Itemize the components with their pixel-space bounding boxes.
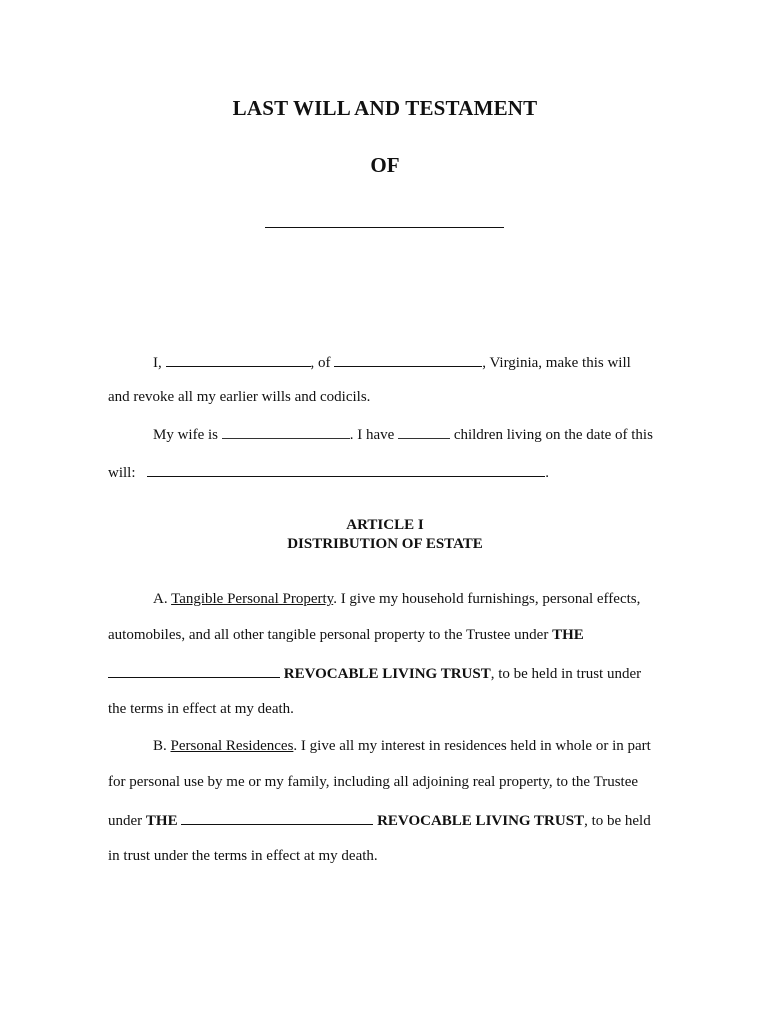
testator-name-blank[interactable] bbox=[265, 227, 504, 228]
intro-line-3 bbox=[108, 425, 713, 444]
section-a-line-2 bbox=[108, 626, 668, 644]
will-label: will: bbox=[108, 465, 136, 481]
section-b-trust-name-field[interactable] bbox=[181, 810, 373, 825]
section-b-title: Personal Residences bbox=[170, 738, 294, 754]
city-field[interactable] bbox=[334, 352, 482, 367]
intro-line-4 bbox=[108, 462, 668, 482]
intro-of: , of bbox=[310, 355, 331, 371]
children-label: children living on the date of this bbox=[453, 427, 653, 443]
section-a-label: A. bbox=[153, 591, 168, 607]
will-end: . bbox=[545, 465, 550, 481]
section-b-line-4: in trust under the terms in effect at my death. bbox=[108, 848, 378, 864]
section-b-line-2: for personal use by me or my family, including all adjoining real property, to the Trustee bbox=[108, 774, 639, 790]
section-a-text-3: , to be held in trust under bbox=[490, 666, 642, 682]
section-a-text-2: automobiles, and all other tangible personal property to the Trustee under bbox=[108, 627, 549, 643]
section-a-line-1 bbox=[108, 590, 713, 608]
wife-name-field[interactable] bbox=[222, 425, 350, 439]
intro-line-1 bbox=[108, 352, 713, 372]
children-names-field[interactable] bbox=[147, 462, 545, 477]
document-of: OF bbox=[370, 153, 400, 177]
article-heading: DISTRIBUTION OF ESTATE bbox=[287, 536, 483, 552]
section-a-title: Tangible Personal Property bbox=[171, 591, 334, 607]
have-label: . I have bbox=[349, 427, 395, 443]
children-count-field[interactable] bbox=[398, 425, 450, 439]
section-b-line-1 bbox=[108, 737, 713, 755]
section-a-trust: REVOCABLE LIVING TRUST bbox=[283, 666, 491, 682]
intro-i: I, bbox=[153, 355, 162, 371]
section-a-trust-name-field[interactable] bbox=[108, 663, 280, 678]
section-b-under: under bbox=[108, 813, 143, 829]
section-b-label: B. bbox=[153, 738, 167, 754]
intro-virginia: , Virginia, make this will bbox=[482, 355, 631, 371]
section-a-the: THE bbox=[552, 627, 584, 643]
section-a-text-1: . I give my household furnishings, personal effects, bbox=[333, 591, 641, 607]
article-number: ARTICLE I bbox=[346, 517, 424, 533]
section-b-trust: REVOCABLE LIVING TRUST bbox=[377, 813, 585, 829]
wife-label: My wife is bbox=[153, 427, 218, 443]
section-b-text-3: , to be held bbox=[584, 813, 651, 829]
document-title: LAST WILL AND TESTAMENT bbox=[232, 96, 538, 120]
testator-name-field[interactable] bbox=[166, 352, 311, 367]
section-b-the: THE bbox=[145, 813, 178, 829]
section-a-line-3 bbox=[108, 663, 668, 683]
section-a-line-4: the terms in effect at my death. bbox=[108, 701, 294, 717]
intro-line-2: and revoke all my earlier wills and codicils. bbox=[108, 389, 371, 405]
section-b-line-3 bbox=[108, 810, 668, 830]
section-b-text-1: . I give all my interest in residences held in whole or in part bbox=[293, 738, 651, 754]
